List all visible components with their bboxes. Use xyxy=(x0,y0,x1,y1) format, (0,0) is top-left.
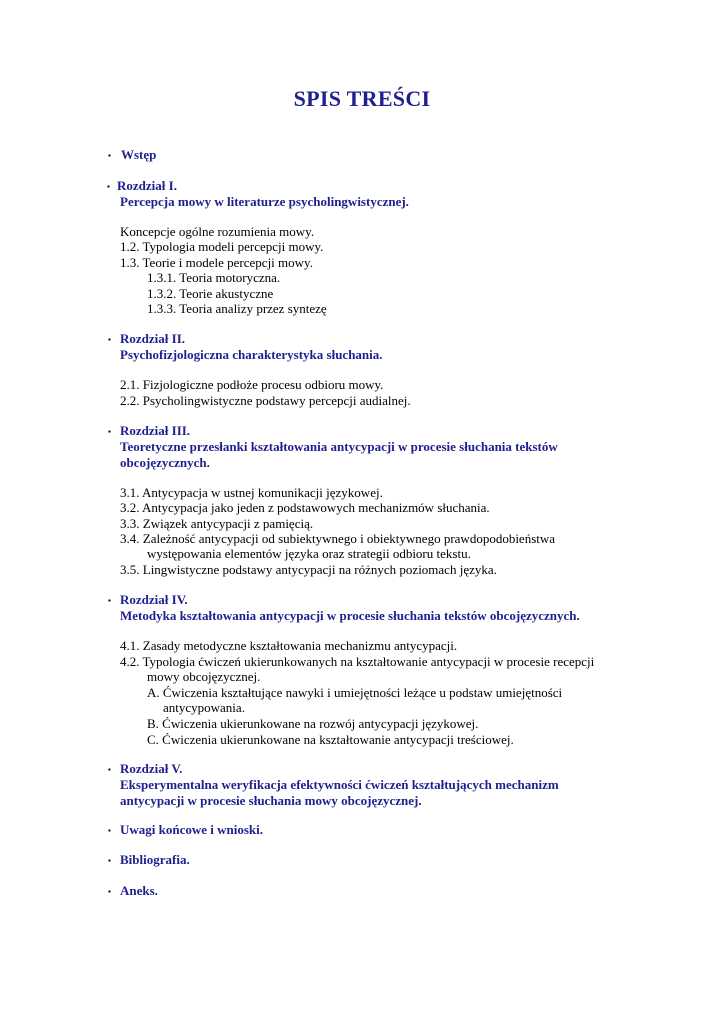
chapter-3-title-cont: obcojęzycznych. xyxy=(120,455,210,470)
toc-item: 4.2. Typologia ćwiczeń ukierunkowanych na kształtowanie antycypacji w procesie recepcji xyxy=(120,654,595,669)
chapter-5-label: Rozdział V. xyxy=(120,761,183,776)
toc-subitem: 1.3.1. Teoria motoryczna. xyxy=(147,270,281,285)
bullet-icon: ▪ xyxy=(107,182,110,191)
chapter-2-title: Psychofizjologiczna charakterystyka słuchania. xyxy=(120,347,383,362)
toc-item: 4.1. Zasady metodyczne kształtowania mechanizmu antycypacji. xyxy=(120,638,458,653)
toc-intro: Wstęp xyxy=(121,147,157,162)
toc-item: 3.5. Lingwistyczne podstawy antycypacji na różnych poziomach języka. xyxy=(120,562,497,577)
toc-item: 3.3. Związek antycypacji z pamięcią. xyxy=(120,516,314,531)
chapter-5-title-cont: antycypacji w procesie słuchania mowy obcojęzycznej. xyxy=(120,793,422,808)
toc-item: 3.1. Antycypacja w ustnej komunikacji językowej. xyxy=(120,485,383,500)
bullet-icon: ▪ xyxy=(108,856,111,865)
toc-remarks: Uwagi końcowe i wnioski. xyxy=(120,822,264,837)
toc-item: Koncepcje ogólne rozumienia mowy. xyxy=(120,224,315,239)
bullet-icon: ▪ xyxy=(108,826,111,835)
toc-subitem: 1.3.3. Teoria analizy przez syntezę xyxy=(147,301,327,316)
toc-item-cont: występowania elementów języka oraz strategii odbioru tekstu. xyxy=(147,546,471,561)
chapter-1-label: Rozdział I. xyxy=(117,178,177,193)
toc-item: 1.2. Typologia modeli percepcji mowy. xyxy=(120,239,324,254)
toc-item: 3.4. Zależność antycypacji od subiektywnego i obiektywnego prawdopodobieństwa xyxy=(120,531,556,546)
toc-item: 3.2. Antycypacja jako jeden z podstawowych mechanizmów słuchania. xyxy=(120,500,490,515)
toc-bibliography: Bibliografia. xyxy=(120,852,190,867)
bullet-icon: ▪ xyxy=(108,887,111,896)
toc-item: 2.2. Psycholingwistyczne podstawy percepcji audialnej. xyxy=(120,393,411,408)
toc-item-cont: mowy obcojęzycznej. xyxy=(147,669,261,684)
chapter-1-title: Percepcja mowy w literaturze psycholingwistycznej. xyxy=(120,194,409,209)
chapter-5-title: Eksperymentalna weryfikacja efektywności ćwiczeń kształtujących mechanizm xyxy=(120,777,559,792)
chapter-2-label: Rozdział II. xyxy=(120,331,185,346)
toc-subitem: B. Ćwiczenia ukierunkowane na rozwój antycypacji językowej. xyxy=(147,716,479,731)
toc-subitem-cont: antycypowania. xyxy=(163,700,245,715)
bullet-icon: ▪ xyxy=(108,596,111,605)
toc-annex: Aneks. xyxy=(120,883,158,898)
chapter-3-title: Teoretyczne przesłanki kształtowania antycypacji w procesie słuchania tekstów xyxy=(120,439,558,454)
toc-subitem: 1.3.2. Teorie akustyczne xyxy=(147,286,274,301)
bullet-icon: ▪ xyxy=(108,765,111,774)
bullet-icon: ▪ xyxy=(108,427,111,436)
chapter-4-label: Rozdział IV. xyxy=(120,592,188,607)
chapter-4-title: Metodyka kształtowania antycypacji w procesie słuchania tekstów obcojęzycznych. xyxy=(120,608,580,623)
toc-subitem: C. Ćwiczenia ukierunkowane na kształtowanie antycypacji treściowej. xyxy=(147,732,514,747)
toc-item: 1.3. Teorie i modele percepcji mowy. xyxy=(120,255,313,270)
toc-subitem: A. Ćwiczenia kształtujące nawyki i umiejętności leżące u podstaw umiejętności xyxy=(147,685,563,700)
chapter-3-label: Rozdział III. xyxy=(120,423,191,438)
bullet-icon: ▪ xyxy=(108,151,111,160)
bullet-icon: ▪ xyxy=(108,335,111,344)
page-title: SPIS TREŚCI xyxy=(293,86,431,111)
toc-item: 2.1. Fizjologiczne podłoże procesu odbioru mowy. xyxy=(120,377,384,392)
